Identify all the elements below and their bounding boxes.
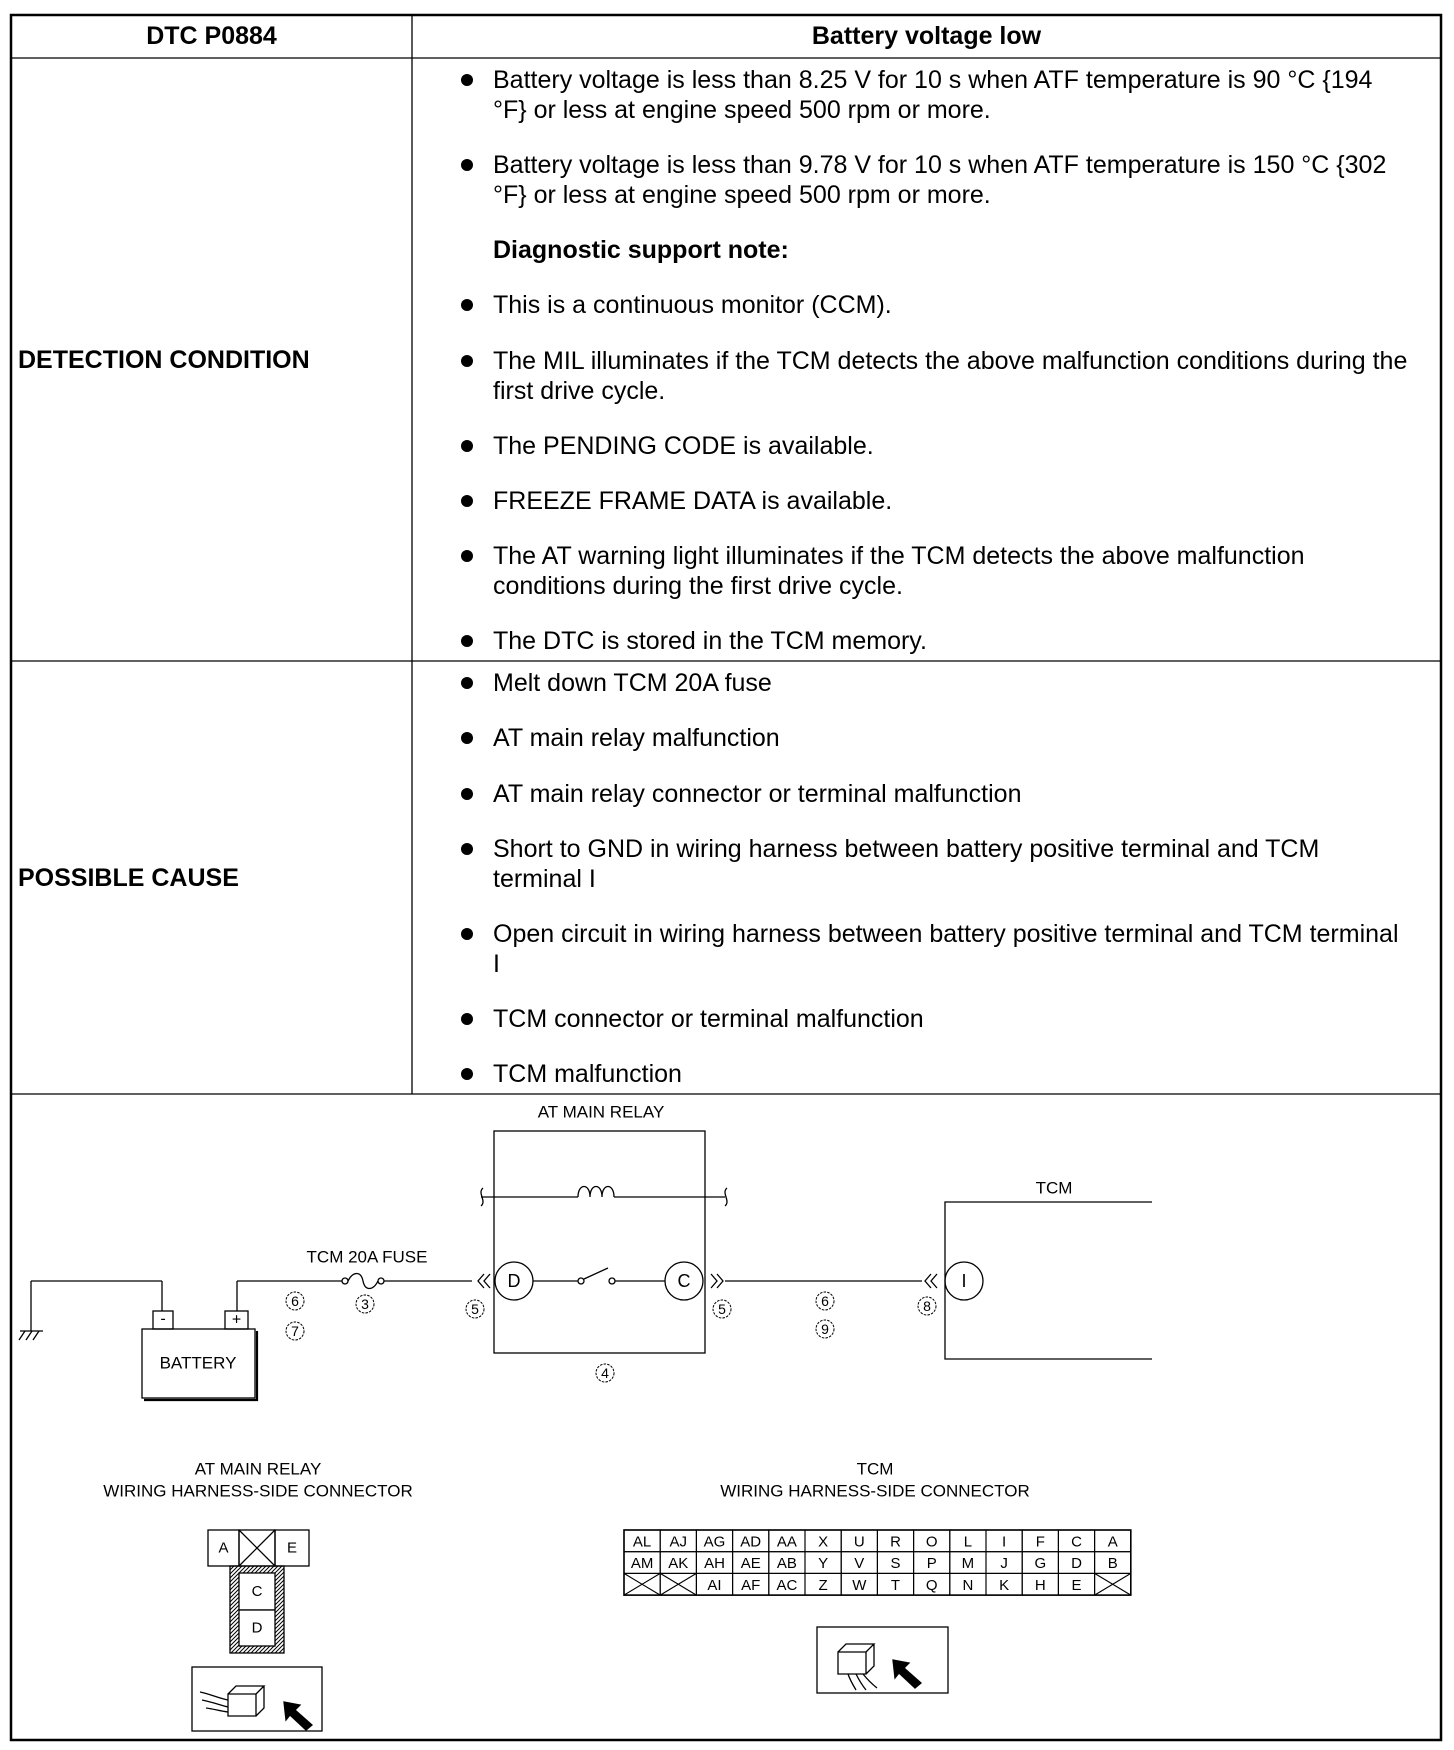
item-text-line: °F} or less at engine speed 500 rpm or more. [493, 96, 991, 124]
connector-cube [838, 1644, 874, 1674]
bullet-icon [461, 159, 473, 171]
condition-item [493, 65, 1372, 125]
item-text-line: I [493, 950, 500, 978]
fuse-terminal-left [342, 1278, 348, 1284]
tcm-pin-label: AK [668, 1555, 689, 1573]
bullet-icon [461, 928, 473, 940]
tcm-pin-label: AL [632, 1533, 652, 1551]
bullet-icon [461, 788, 473, 800]
view-arrow-icon [284, 1702, 312, 1730]
item-text-line: The DTC is stored in the TCM memory. [493, 627, 927, 655]
callouts [286, 1292, 936, 1382]
bullet-icon [461, 495, 473, 507]
fuse-terminal-right [378, 1278, 384, 1284]
tcm-pin-label: V [854, 1555, 865, 1573]
tcm-pin-label: AD [740, 1533, 762, 1551]
bullet-icon [461, 1068, 473, 1080]
note-item [493, 541, 1305, 601]
blank-cross-icon [1095, 1573, 1131, 1595]
relay-switch-icon [533, 1268, 665, 1284]
tcm-pin-label: AF [741, 1576, 761, 1594]
relay-pin-a: A [218, 1539, 229, 1557]
connector-view-icon [192, 1667, 322, 1731]
switch-blade [584, 1268, 608, 1279]
bullet-icon [461, 440, 473, 452]
fuse-label: TCM 20A FUSE [306, 1247, 428, 1267]
tcm-pin-label: AG [703, 1533, 726, 1551]
item-text-line: Short to GND in wiring harness between battery positive terminal and TCM [493, 835, 1320, 863]
tcm-pin-label: P [926, 1555, 937, 1573]
item-text-line: TCM malfunction [493, 1060, 682, 1088]
relay-title: AT MAIN RELAY [537, 1102, 665, 1122]
item-text-line: conditions during the first drive cycle. [493, 572, 903, 600]
note-item [493, 290, 892, 320]
coil-break-right [725, 1188, 727, 1206]
note-item [493, 346, 1407, 406]
bullet-icon [461, 843, 473, 855]
cause-item [493, 834, 1319, 894]
relay-connector-title: AT MAIN RELAY [194, 1459, 322, 1479]
item-text-line: °F} or less at engine speed 500 rpm or more. [493, 181, 991, 209]
switch-contact-left [578, 1278, 584, 1284]
note-item [493, 486, 892, 516]
callout-number: 7 [291, 1323, 299, 1339]
callout-number: 5 [471, 1301, 479, 1317]
item-text-line: AT main relay malfunction [493, 724, 780, 752]
blank-cross-icon [239, 1530, 275, 1566]
tcm-pin-label: AA [776, 1533, 797, 1551]
dtc-code: DTC P0884 [146, 22, 277, 50]
bullet-icon [461, 74, 473, 86]
item-text-line: Open circuit in wiring harness between battery positive terminal and TCM terminal [493, 920, 1399, 948]
tcm-pin-label: T [890, 1576, 901, 1594]
tcm-pin-label: H [1034, 1576, 1046, 1594]
connector-view-icon [817, 1627, 948, 1693]
item-text-line: Battery voltage is less than 9.78 V for 10 s when ATF temperature is 150 °C {302 [493, 151, 1387, 179]
callout-number: 4 [601, 1365, 609, 1381]
cause-item [493, 723, 780, 753]
relay-connector-diagram [103, 1460, 413, 1732]
tcm-pin-label: M [961, 1555, 975, 1573]
cause-item [493, 668, 772, 698]
tcm-pin-label: B [1107, 1555, 1118, 1573]
connector-chevron-icon [711, 1274, 723, 1288]
item-text-line: Battery voltage is less than 8.25 V for 10 s when ATF temperature is 90 °C {194 [493, 66, 1373, 94]
callout-number: 6 [821, 1293, 829, 1309]
item-text-line: Melt down TCM 20A fuse [493, 669, 772, 697]
tcm-connector-subtitle: WIRING HARNESS-SIDE CONNECTOR [720, 1481, 1030, 1501]
cause-item [493, 1059, 682, 1089]
connector-wires [848, 1674, 877, 1690]
view-icon-frame [817, 1627, 948, 1693]
tcm-pin-grid [624, 1530, 1131, 1595]
tcm-pin-label: D [1071, 1555, 1082, 1573]
tcm-pin-label: Q [925, 1576, 938, 1594]
bullet-icon [461, 550, 473, 562]
battery-label: BATTERY [159, 1353, 237, 1373]
bullet-icon [461, 1013, 473, 1025]
relay-coil-icon [481, 1187, 727, 1207]
tcm-pin-label: O [925, 1533, 938, 1551]
bullet-icon [461, 635, 473, 647]
item-text-line: TCM connector or terminal malfunction [493, 1005, 924, 1033]
condition-item [493, 150, 1386, 210]
blank-cross-icon [624, 1573, 660, 1595]
bullet-icon [461, 355, 473, 367]
detection-condition-label: DETECTION CONDITION [18, 346, 310, 374]
item-text-line: This is a continuous monitor (CCM). [493, 291, 892, 319]
tcm-pin-label: N [962, 1576, 974, 1594]
tcm-pin-label: S [890, 1555, 901, 1573]
possible-cause-label: POSSIBLE CAUSE [18, 864, 239, 892]
note-item [493, 626, 927, 656]
tcm-pin-label: X [818, 1533, 829, 1551]
connector-wires [200, 1692, 228, 1712]
tcm-pin-label: I [1002, 1533, 1007, 1551]
item-text-line: The MIL illuminates if the TCM detects the above malfunction conditions during the [493, 347, 1408, 375]
fuse-element [348, 1274, 378, 1289]
tcm-pin-label: AI [707, 1576, 722, 1594]
tcm-pin-label: AC [776, 1576, 798, 1594]
blank-cross-icon [660, 1573, 696, 1595]
item-text-line: FREEZE FRAME DATA is available. [493, 487, 893, 515]
note-item [493, 431, 874, 461]
tcm-pin-label: Y [818, 1555, 829, 1573]
bullet-icon [461, 677, 473, 689]
fuse-icon [342, 1274, 384, 1289]
callout-number: 6 [291, 1293, 299, 1309]
tcm-pin-label: A [1107, 1533, 1118, 1551]
relay-pin-d: D [251, 1619, 263, 1637]
connector-cube [228, 1686, 264, 1716]
view-arrow-icon [893, 1660, 921, 1688]
ground-icon [19, 1281, 43, 1340]
tcm-pin-label: G [1034, 1555, 1047, 1573]
tcm-pin-label: AE [740, 1555, 761, 1573]
connector-chevron-icon [478, 1274, 490, 1288]
relay-box [494, 1131, 705, 1353]
cause-item [493, 919, 1399, 979]
tcm-pin-label: W [852, 1576, 867, 1594]
tcm-connector-diagram [624, 1460, 1131, 1694]
terminal-d-label: D [507, 1271, 521, 1291]
item-text-line: AT main relay connector or terminal malfunction [493, 780, 1022, 808]
tcm-pin-label: AB [776, 1555, 797, 1573]
tcm-pin-label: F [1035, 1533, 1045, 1551]
tcm-pin-label: E [1071, 1576, 1082, 1594]
callout-number: 3 [361, 1296, 369, 1312]
bullet-icon [461, 299, 473, 311]
callout-number: 8 [923, 1298, 931, 1314]
tcm-box [945, 1202, 1152, 1359]
coil-winding [578, 1187, 614, 1198]
cause-item [493, 1004, 924, 1034]
item-text-line: The AT warning light illuminates if the TCM detects the above malfunction [493, 542, 1305, 570]
relay-pin-e: E [286, 1539, 298, 1557]
tcm-pin-label: Z [818, 1576, 828, 1594]
wiring-diagram [19, 1103, 1152, 1401]
tcm-pin-label: R [890, 1533, 901, 1551]
tcm-pin-label: K [999, 1576, 1010, 1594]
item-text-line: terminal I [493, 865, 596, 893]
tcm-label: TCM [1035, 1178, 1073, 1198]
switch-contact-right [609, 1278, 615, 1284]
ground-hatch [19, 1331, 39, 1340]
terminal-c-label: C [677, 1271, 691, 1291]
tcm-connector-title: TCM [856, 1459, 894, 1479]
battery-minus-sign: - [160, 1310, 166, 1328]
relay-pin-c: C [251, 1583, 263, 1600]
bullet-icon [461, 732, 473, 744]
terminal-i-label: I [961, 1271, 967, 1291]
diagnostic-note-heading: Diagnostic support note: [493, 236, 789, 264]
item-text-line: The PENDING CODE is available. [493, 432, 874, 460]
connector-chevron-icon [925, 1274, 937, 1288]
cause-item [493, 779, 1021, 809]
tcm-pin-label: C [1071, 1533, 1082, 1551]
battery-icon [142, 1311, 257, 1401]
tcm-pin-label: J [1000, 1555, 1008, 1573]
item-text-line: first drive cycle. [493, 377, 666, 405]
tcm-pin-label: U [853, 1533, 865, 1551]
dtc-title: Battery voltage low [811, 22, 1042, 50]
tcm-pin-label: AJ [669, 1533, 688, 1551]
callout-number: 5 [718, 1301, 726, 1317]
tcm-pin-label: AH [704, 1555, 725, 1573]
battery-plus-sign: + [231, 1311, 242, 1329]
tcm-pin-label: L [963, 1533, 973, 1551]
callout-number: 9 [821, 1321, 829, 1337]
relay-connector-subtitle: WIRING HARNESS-SIDE CONNECTOR [103, 1481, 413, 1501]
tcm-pin-label: AM [630, 1555, 654, 1573]
